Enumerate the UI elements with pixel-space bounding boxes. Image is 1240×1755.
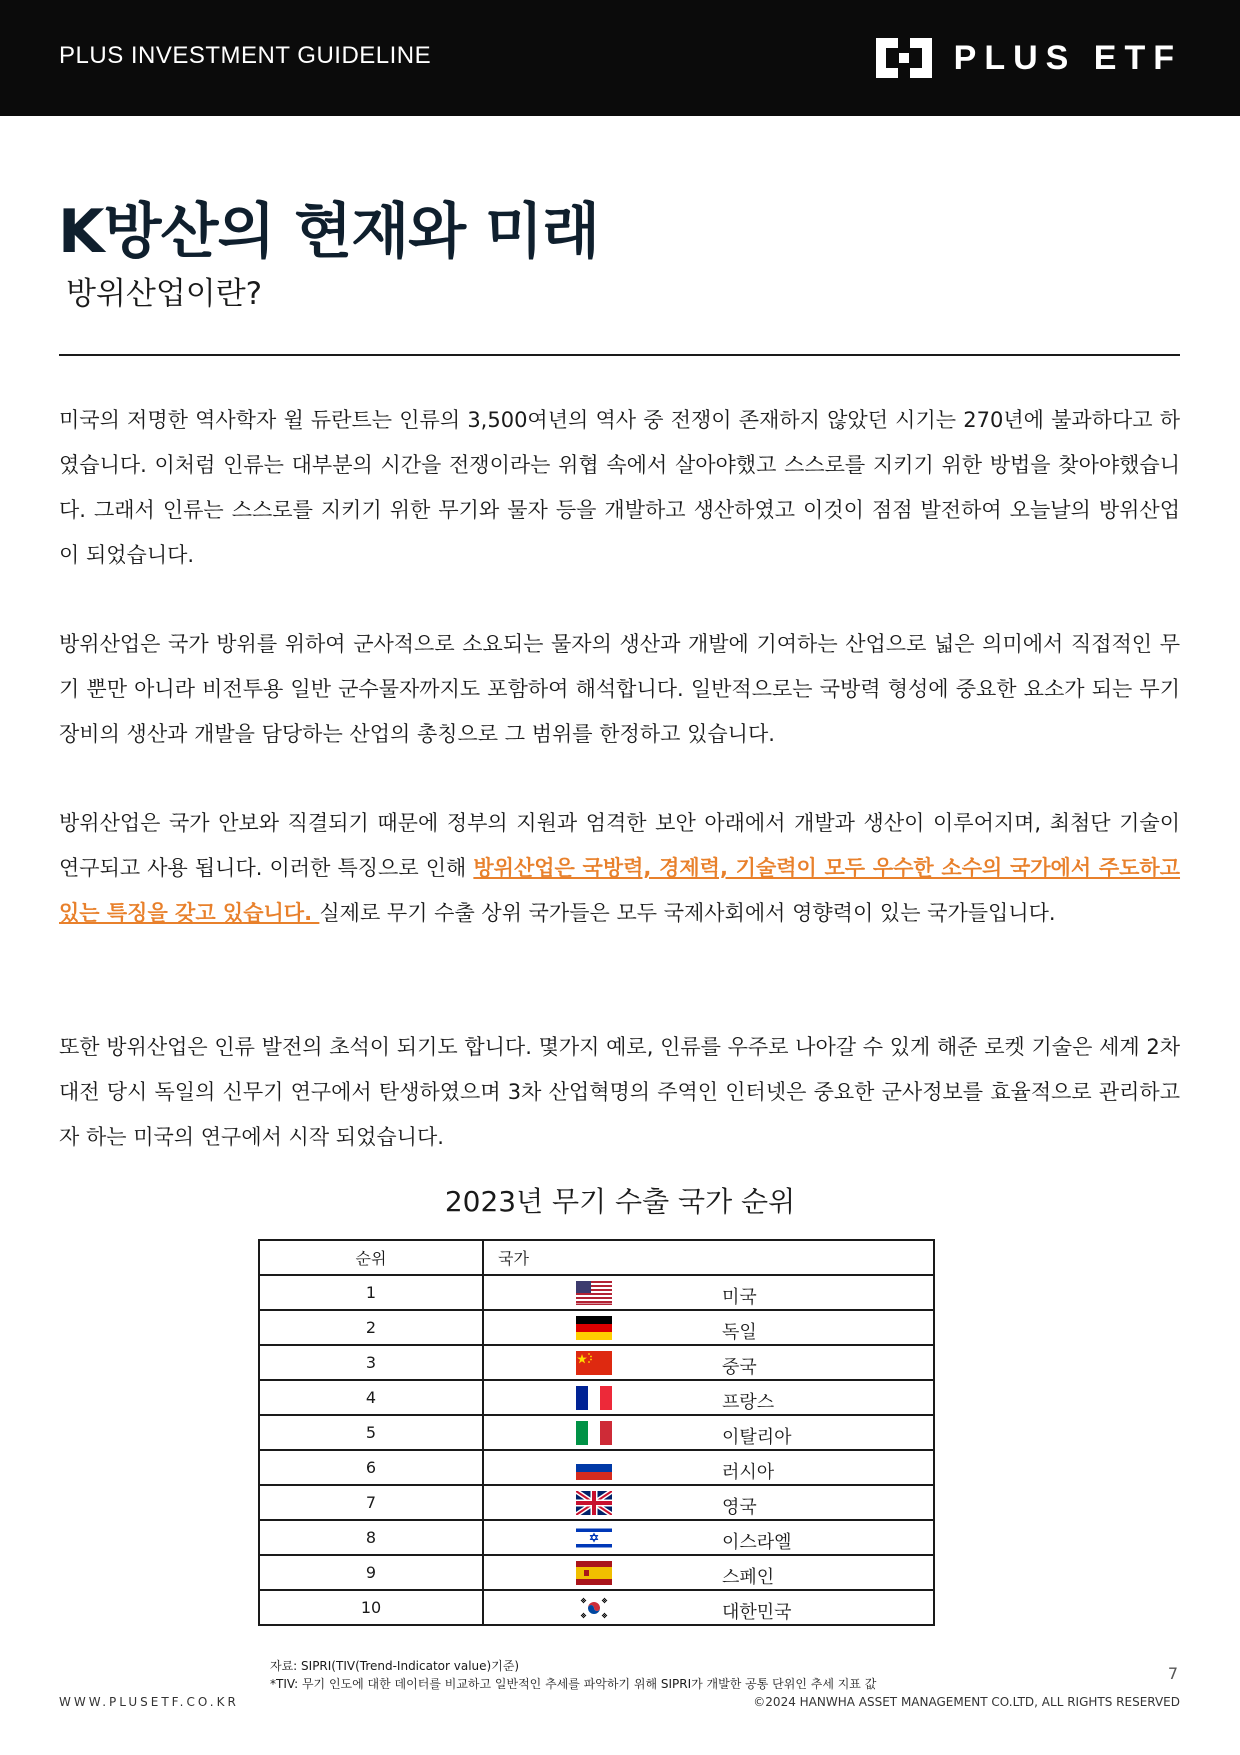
country-cell: [483, 1555, 934, 1590]
rank-cell: 8: [259, 1520, 483, 1555]
country-cell: [483, 1380, 934, 1415]
rank-cell: 9: [259, 1555, 483, 1590]
title-divider: [59, 354, 1180, 356]
us-flag-icon: [576, 1281, 612, 1305]
header-country: 국가: [483, 1240, 934, 1275]
tiv-note: *TIV: 무기 인도에 대한 데이터를 비교하고 일반적인 추세를 파악하기 위해 SIPRI가 개발한 공통 단위인 추세 지표 값: [270, 1677, 877, 1691]
brand-logo: [876, 38, 1182, 78]
china-flag-icon: [576, 1351, 612, 1375]
country-cell: [483, 1450, 934, 1485]
table-row: [259, 1415, 934, 1450]
country-cell: [483, 1345, 934, 1380]
table-row: [259, 1590, 934, 1625]
highlighted-statement: 방위산업은 국방력, 경제력, 기술력이 모두 우수한 소수의 국가에서 주도하고 있는 특징을 갖고 있습니다.: [59, 856, 1181, 925]
page-subtitle: 방위산업이란?: [66, 276, 263, 312]
rank-cell: 6: [259, 1450, 483, 1485]
country-cell: [483, 1590, 934, 1625]
page-title: K방산의 현재와 미래: [58, 197, 599, 267]
israel-flag-icon: [576, 1526, 612, 1550]
table-row: [259, 1520, 934, 1555]
rank-cell: 10: [259, 1590, 483, 1625]
footer-copyright: ©2024 HANWHA ASSET MANAGEMENT CO.LTD, ALL RIGHTS RESERVED: [753, 1695, 1180, 1709]
table-row: [259, 1380, 934, 1415]
country-name: 독일: [722, 1322, 757, 1343]
export-ranking-table: [258, 1239, 935, 1626]
country-name: 이스라엘: [722, 1532, 792, 1553]
country-name: 이탈리아: [722, 1427, 792, 1448]
france-flag-icon: [576, 1386, 612, 1410]
table-header-row: [259, 1240, 934, 1275]
country-name: 중국: [722, 1357, 757, 1378]
rank-cell: 4: [259, 1380, 483, 1415]
country-cell: [483, 1275, 934, 1310]
table-row: [259, 1275, 934, 1310]
country-name: 스페인: [722, 1567, 775, 1588]
spain-flag-icon: [576, 1561, 612, 1585]
country-name: 영국: [722, 1497, 757, 1518]
paragraph-3-text: 방위산업은 국가 안보와 직결되기 때문에 정부의 지원과 엄격한 보안 아래에서 개발과 생산이 이루어지며, 최첨단 기술이 연구되고 사용 됩니다. 이러한 특징으로 인해: [59, 811, 1180, 880]
uk-flag-icon: [576, 1491, 612, 1515]
country-name: 미국: [722, 1287, 757, 1308]
page-header: [0, 0, 1240, 116]
italy-flag-icon: [576, 1421, 612, 1445]
paragraph-3: [59, 801, 1180, 936]
rank-cell: 3: [259, 1345, 483, 1380]
table-row: [259, 1485, 934, 1520]
table-row: [259, 1345, 934, 1380]
germany-flag-icon: [576, 1316, 612, 1340]
korea-flag-icon: [576, 1596, 612, 1620]
page-number: 7: [1167, 1664, 1178, 1683]
country-cell: [483, 1485, 934, 1520]
rank-cell: 5: [259, 1415, 483, 1450]
footer-website: WWW.PLUSETF.CO.KR: [59, 1695, 239, 1709]
rank-cell: 2: [259, 1310, 483, 1345]
header-title: PLUS INVESTMENT GUIDELINE: [59, 42, 432, 69]
russia-flag-icon: [576, 1456, 612, 1480]
paragraph-4: 또한 방위산업은 인류 발전의 초석이 되기도 합니다. 몇가지 예로, 인류를 우주로 나아갈 수 있게 해준 로켓 기술은 세계 2차 대전 당시 독일의 신무기 연구에서 탄생하였으며 3차 산업혁명의 주역인 인터넷은 중요한 군사정보를 효율적으로 관리하고자 하는 미국의 연구에서 시작 되었습니다.: [59, 1035, 1180, 1149]
paragraph-1: 미국의 저명한 역사학자 윌 듀란트는 인류의 3,500여년의 역사 중 전쟁이 존재하지 않았던 시기는 270년에 불과하다고 하였습니다. 이처럼 인류는 대부분의 시간을 전쟁이라는 위협 속에서 살아야했고 스스로를 지키기 위한 방법을 찾아야했습니다. 그래서 인류는 스스로를 지키기 위한 무기와 물자 등을 개발하고 생산하였고 이것이 점점 발전하여 오늘날의 방위산업이 되었습니다.: [59, 408, 1180, 567]
table-row: [259, 1310, 934, 1345]
country-name: 프랑스: [722, 1392, 775, 1413]
paragraph-3-tail: 실제로 무기 수출 상위 국가들은 모두 국제사회에서 영향력이 있는 국가들입니다.: [319, 901, 1056, 925]
rank-cell: 7: [259, 1485, 483, 1520]
country-name: 러시아: [722, 1462, 775, 1483]
source-note: 자료: SIPRI(TIV(Trend-Indicator value)기준): [270, 1659, 520, 1673]
paragraph-2: 방위산업은 국가 방위를 위하여 군사적으로 소요되는 물자의 생산과 개발에 기여하는 산업으로 넓은 의미에서 직접적인 무기 뿐만 아니라 비전투용 일반 군수물자까지도 포함하여 해석합니다. 일반적으로는 국방력 형성에 중요한 요소가 되는 무기장비의 생산과 개발을 담당하는 산업의 총칭으로 그 범위를 한정하고 있습니다.: [59, 632, 1180, 746]
header-rank: 순위: [259, 1240, 483, 1275]
table-row: [259, 1450, 934, 1485]
country-cell: [483, 1415, 934, 1450]
country-cell: [483, 1310, 934, 1345]
brand-name: PLUS ETF: [953, 38, 1182, 77]
table-title: 2023년 무기 수출 국가 순위: [444, 1185, 796, 1218]
country-name: 대한민국: [722, 1602, 792, 1623]
table-row: [259, 1555, 934, 1590]
country-cell: [483, 1520, 934, 1555]
rank-cell: 1: [259, 1275, 483, 1310]
plus-logo-icon: [876, 38, 932, 78]
